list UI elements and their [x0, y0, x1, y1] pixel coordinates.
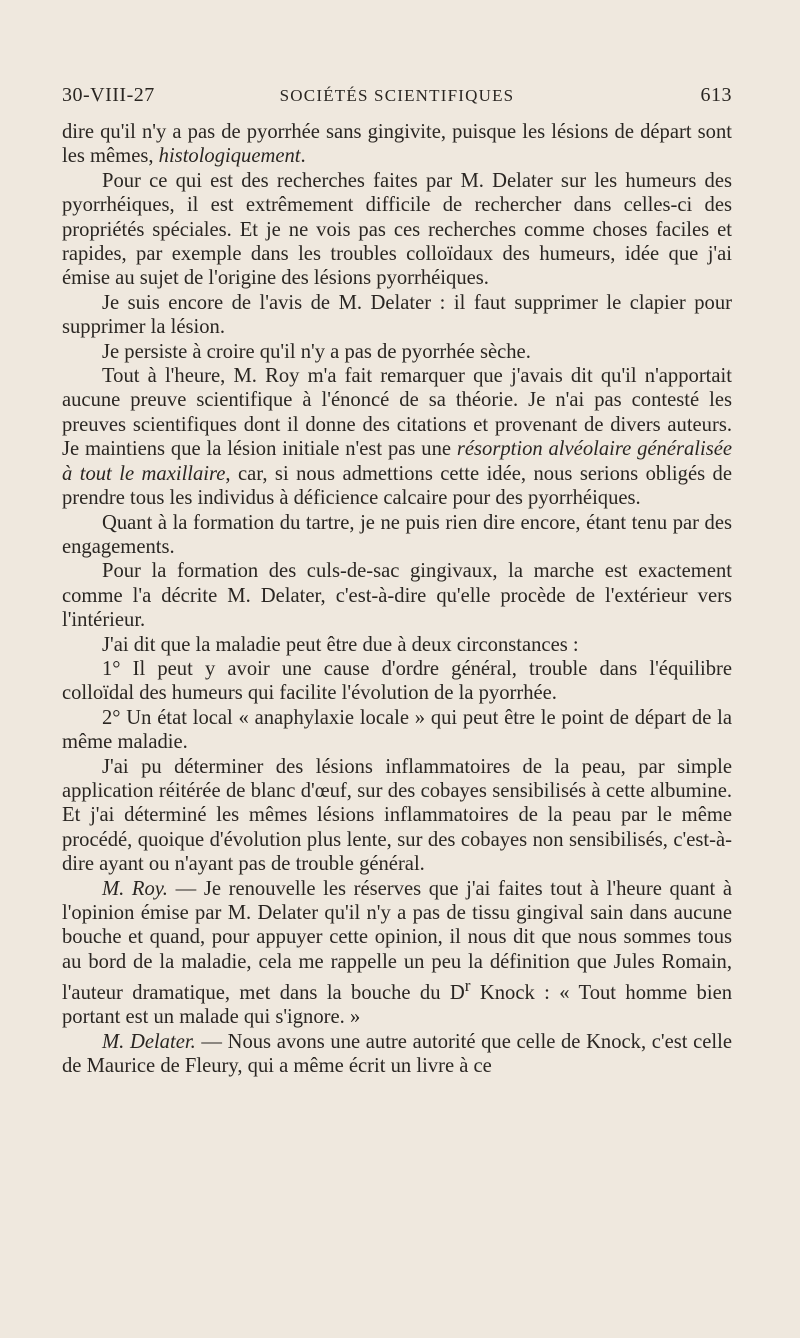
- text-run: dire qu'il n'y a pas de pyorrhée sans gingivite, puisque les lésions de départ sont les mêmes,: [62, 121, 732, 168]
- paragraph: [62, 120, 732, 169]
- text-run: Tout à l'heure, M. Roy m'a fait remarquer que j'avais dit qu'il n'apportait aucune preuve scientifique à l'énoncé de sa théorie. Je n'ai pas contesté les preuves scientifiques dont il donne des citations et provenant de divers auteurs. Je maintiens que la lésion initiale n'est pas une: [62, 365, 732, 461]
- paragraph: [62, 877, 732, 1030]
- paragraph: Je suis encore de l'avis de M. Delater : il faut supprimer le clapier pour supprimer la lésion.: [62, 291, 732, 339]
- text-run: , car, si nous admettions cette idée, nous serions obligés de prendre tous les individus à déficience calcaire pour des pyorrhéiques.: [62, 462, 732, 510]
- paragraph: 2° Un état local « anaphylaxie locale » qui peut être le point de départ de la même maladie.: [62, 706, 732, 754]
- body-text: [62, 120, 732, 1079]
- paragraph: Pour ce qui est des recherches faites par M. Delater sur les humeurs des pyorrhéiques, il est extrêmement difficile de rechercher dans celles-ci des propriétés spéciales. Et je ne vois pas ces recherches comme choses faciles et rapides, par exemple dans les troubles colloïdaux des humeurs, idée que j'ai émise au sujet de l'origine des lésions pyorrhéiques.: [62, 169, 732, 290]
- superscript: r: [464, 976, 471, 996]
- paragraph: Je persiste à croire qu'il n'y a pas de pyorrhée sèche.: [102, 340, 531, 363]
- paragraph: [62, 364, 732, 510]
- paragraph: 1° Il peut y avoir une cause d'ordre général, trouble dans l'équilibre colloïdal des humeurs qui facilite l'évolution de la pyorrhée.: [62, 657, 732, 705]
- page-number: 613: [700, 84, 732, 106]
- paragraph: [62, 1030, 732, 1079]
- text-run: — Nous avons une autre autorité que celle de Knock, c'est celle de Maurice de Fleury, qui a même écrit un livre à ce: [62, 1030, 732, 1078]
- paragraph: Quant à la formation du tartre, je ne puis rien dire encore, étant tenu par des engagements.: [62, 511, 732, 558]
- italic-run: résorption alvéolaire généralisée à tout le maxillaire: [62, 438, 733, 485]
- paragraph: Pour la formation des culs-de-sac gingivaux, la marche est exactement comme l'a décrite M. Delater, c'est-à-dire qu'elle procède de l'extérieur vers l'intérieur.: [62, 560, 732, 632]
- running-header: [62, 84, 732, 110]
- header-date: 30-VIII-27: [62, 84, 155, 106]
- header-section-title: SOCIÉTÉS SCIENTIFIQUES: [279, 86, 515, 105]
- text-run: .: [300, 145, 306, 168]
- italic-run: histologiquement: [158, 145, 301, 168]
- text-run: Knock : « Tout homme bien portant est un malade qui s'ignore. »: [62, 982, 732, 1029]
- paragraph: J'ai pu déterminer des lésions inflammatoires de la peau, par simple application réitérée de blanc d'œuf, sur des cobayes sensibilisés à cette albumine. Et j'ai déterminé les mêmes lésions inflammatoires de la peau par le même procédé, quoique d'évolution plus lente, sur des cobayes non sensibilisés, c'est-à-dire ayant ou n'ayant pas de trouble général.: [62, 755, 732, 876]
- speaker-name: M. Delater.: [102, 1030, 196, 1053]
- text-run: — Je renouvelle les réserves que j'ai faites tout à l'heure quant à l'opinion émise par M. Delater qu'il n'y a pas de tissu gingival sain dans aucune bouche et quand, pour appuyer cette opinion, il nous dit que nous sommes tous au bord de la maladie, cela me rappelle un peu la définition que Jules Romain, l'auteur dramatique, met dans la bouche du D: [62, 877, 732, 1005]
- paragraph: J'ai dit que la maladie peut être due à deux circonstances :: [102, 633, 579, 656]
- speaker-name: M. Roy.: [102, 877, 168, 900]
